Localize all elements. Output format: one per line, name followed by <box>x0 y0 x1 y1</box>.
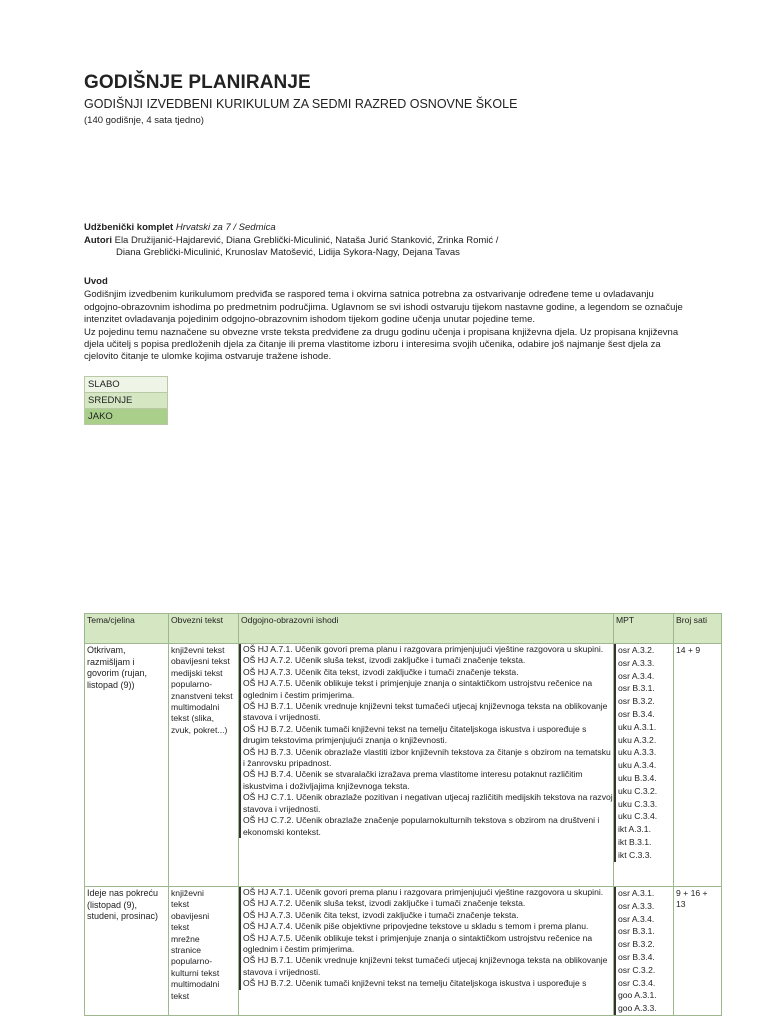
mpt-item: ikt C.3.3. <box>614 849 673 862</box>
outcome-item: OŠ HJ B.7.2. Učenik tumači književni tekst na temelju čitateljskoga iskustva i uspoređuje s drugim tekstovima primjenjujući znanja o književnosti. <box>239 724 613 747</box>
legend-weak: SLABO <box>85 377 168 393</box>
outcome-item: OŠ HJ A.7.4. Učenik piše objektivne pripovjedne tekstove u skladu s temom i prema planu. <box>239 921 613 932</box>
intro-heading: Uvod <box>84 276 108 287</box>
legend-medium: SREDNJE <box>85 393 168 409</box>
mpt-item: ikt B.3.1. <box>614 836 673 849</box>
authors-label: Autori <box>84 234 112 246</box>
mpt-item: osr B.3.1. <box>614 682 673 695</box>
table-header-row <box>85 614 722 644</box>
mpt-item: goo A.3.3. <box>614 1002 673 1015</box>
cell-obvezni-tekst: književni tekst obavijesni tekst medijski tekst popularno-znanstveni tekst multimodalni tekst (slika, zvuk, pokret...) <box>169 644 239 887</box>
intro-section <box>84 276 684 364</box>
textbook-meta <box>84 222 498 260</box>
mpt-item: osr A.3.4. <box>614 913 673 926</box>
mpt-item: osr A.3.4. <box>614 670 673 683</box>
intro-paragraph-2: Uz pojedinu temu naznačene su obvezne vrste teksta predviđene za drugu godinu učenja i propisana književna djela. Uz propisana književna djela učitelj s popisa predloženih djela za čitanje ili prema vlastitome izboru i interesima svojih učenika, odabire još najmanje šest djela za cjelovito čitanje te ulomke kojima ostvaruje tražene ishode. <box>84 326 679 363</box>
mpt-item: uku C.3.2. <box>614 785 673 798</box>
mpt-item: goo A.3.1. <box>614 989 673 1002</box>
header-obvezni-tekst: Obvezni tekst <box>169 614 239 644</box>
mpt-item: uku A.3.2. <box>614 734 673 747</box>
mpt-item: osr B.3.1. <box>614 925 673 938</box>
header-broj-sati: Broj sati <box>674 614 722 644</box>
hours-note: (140 godišnje, 4 sata tjedno) <box>84 115 204 126</box>
outcome-item: OŠ HJ A.7.5. Učenik oblikuje tekst i primjenjuje znanja o sintaktičkom ustrojstvu rečenice na oglednim i čestim primjerima. <box>239 933 613 956</box>
header-mpt: MPT <box>614 614 674 644</box>
outcome-item: OŠ HJ B.7.3. Učenik obrazlaže vlastiti izbor književnih tekstova za čitanje s obzirom na tematsku i žanrovsku pripadnost. <box>239 747 613 770</box>
textbook-set-value: Hrvatski za 7 / Sedmica <box>175 222 276 233</box>
mpt-item: osr B.3.4. <box>614 951 673 964</box>
authors-line <box>84 235 498 248</box>
cell-ishodi <box>239 644 614 887</box>
mpt-item: uku A.3.3. <box>614 746 673 759</box>
cell-broj-sati: 14 + 9 <box>674 644 722 887</box>
mpt-item: osr C.3.2. <box>614 964 673 977</box>
cell-mpt <box>614 887 674 1016</box>
outcome-item: OŠ HJ A.7.2. Učenik sluša tekst, izvodi zaključke i tumači značenje teksta. <box>239 898 613 909</box>
outcome-item: OŠ HJ A.7.3. Učenik čita tekst, izvodi zaključke i tumači značenje teksta. <box>239 910 613 921</box>
outcome-item: OŠ HJ B.7.1. Učenik vrednuje književni tekst tumačeći utjecaj književnoga teksta na oblikovanje stavova i vrijednosti. <box>239 701 613 724</box>
mpt-item: osr C.3.4. <box>614 977 673 990</box>
mpt-item: osr B.3.2. <box>614 938 673 951</box>
mpt-item: uku A.3.1. <box>614 721 673 734</box>
outcome-item: OŠ HJ A.7.1. Učenik govori prema planu i razgovara primjenjujući vještine razgovora u skupini. <box>239 644 613 655</box>
textbook-set-line <box>84 222 498 235</box>
authors-value-2: Diana Greblički-Miculinić, Krunoslav Matošević, Lidija Sykora-Nagy, Dejana Tavas <box>116 247 460 258</box>
mpt-item: osr A.3.2. <box>614 644 673 657</box>
header-tema: Tema/cjelina <box>85 614 169 644</box>
outcome-item: OŠ HJ B.7.1. Učenik vrednuje književni tekst tumačeći utjecaj književnoga teksta na oblikovanje stavova i vrijednosti. <box>239 955 613 978</box>
cell-tema: Ideje nas pokreću (listopad (9), studeni, prosinac) <box>85 887 169 1016</box>
mpt-item: osr A.3.3. <box>614 657 673 670</box>
legend-strong: JAKO <box>85 409 168 425</box>
document-subtitle: GODIŠNJI IZVEDBENI KURIKULUM ZA SEDMI RAZRED OSNOVNE ŠKOLE <box>84 97 518 111</box>
cell-obvezni-tekst: književni tekst obavijesni tekst mrežne stranice popularno- kulturni tekst multimodalni tekst <box>169 887 239 1016</box>
mpt-item: ikt A.3.1. <box>614 823 673 836</box>
mpt-item: uku A.3.4. <box>614 759 673 772</box>
outcome-item: OŠ HJ C.7.2. Učenik obrazlaže značenje popularnokulturnih tekstova s obzirom na društveni i ekonomski kontekst. <box>239 815 613 838</box>
outcome-item: OŠ HJ A.7.3. Učenik čita tekst, izvodi zaključke i tumači značenje teksta. <box>239 667 613 678</box>
outcome-item: OŠ HJ A.7.2. Učenik sluša tekst, izvodi zaključke i tumači značenje teksta. <box>239 655 613 666</box>
authors-value-1: Ela Družijanić-Hajdarević, Diana Greblički-Miculinić, Nataša Jurić Stanković, Zrinka Romić / <box>114 234 499 246</box>
outcome-item: OŠ HJ C.7.1. Učenik obrazlaže pozitivan i negativan utjecaj različitih medijskih tekstova na razvoj stavova i vrijednosti. <box>239 792 613 815</box>
header-ishodi: Odgojno-obrazovni ishodi <box>239 614 614 644</box>
outcome-item: OŠ HJ B.7.4. Učenik se stvaralački izražava prema vlastitome interesu potaknut različitim iskustvima i doživljajima književnoga teksta. <box>239 769 613 792</box>
mpt-item: osr B.3.4. <box>614 708 673 721</box>
document-title: GODIŠNJE PLANIRANJE <box>84 72 311 93</box>
mpt-item: osr A.3.1. <box>614 887 673 900</box>
cell-mpt <box>614 644 674 887</box>
textbook-set-label: Udžbenički komplet <box>84 222 174 233</box>
intro-paragraph-1: Godišnjim izvedbenim kurikulumom predviđa se raspored tema i okvirna satnica potrebna za ostvarivanje određene teme u ovladavanju odgojno-obrazovnim ishodima po predmetnim područjima. Uglavnom se svi ishodi ostvaruju tijekom nastavne godine, a legendom se označuje intenzitet ovladavanja pojedinim odgojno-obrazovnim ishodom tijekom godine učenja unutar pojedine teme. <box>84 289 683 326</box>
outcome-item: OŠ HJ A.7.1. Učenik govori prema planu i razgovara primjenjujući vještine razgovora u skupini. <box>239 887 613 898</box>
outcome-item: OŠ HJ B.7.2. Učenik tumači književni tekst na temelju čitateljskoga iskustva i uspoređuje s <box>239 978 613 989</box>
mpt-item: osr B.3.2. <box>614 695 673 708</box>
mpt-item: uku B.3.4. <box>614 772 673 785</box>
mpt-item: uku C.3.3. <box>614 798 673 811</box>
table-row <box>85 887 722 1016</box>
mpt-item: osr A.3.3. <box>614 900 673 913</box>
table-row <box>85 644 722 887</box>
intensity-legend <box>84 376 168 425</box>
outcome-item: OŠ HJ A.7.5. Učenik oblikuje tekst i primjenjuje znanja o sintaktičkom ustrojstvu rečenice na oglednim i čestim primjerima. <box>239 678 613 701</box>
cell-broj-sati: 9 + 16 + 13 <box>674 887 722 1016</box>
curriculum-table <box>84 613 722 1016</box>
cell-ishodi <box>239 887 614 1016</box>
mpt-item: uku C.3.4. <box>614 810 673 823</box>
cell-tema: Otkrivam, razmišljam i govorim (rujan, listopad (9)) <box>85 644 169 887</box>
